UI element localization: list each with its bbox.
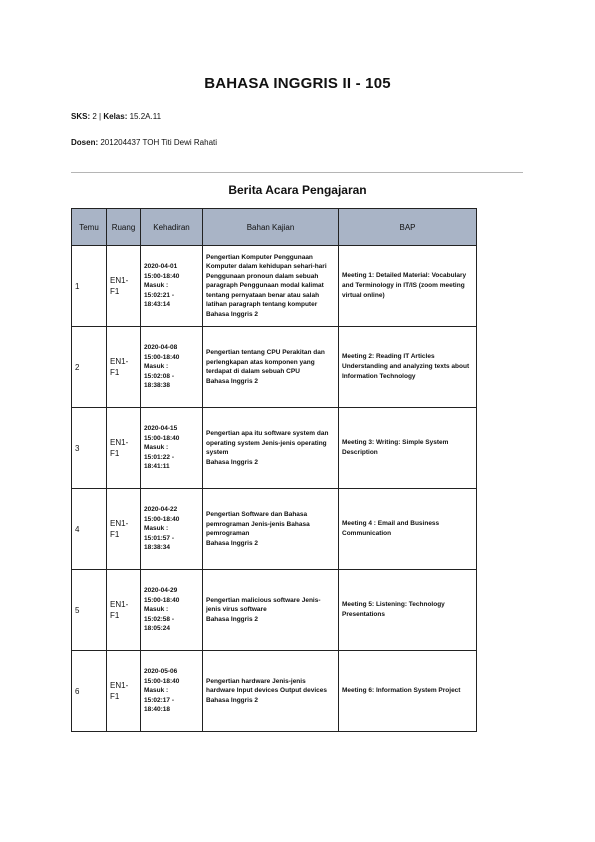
material-line: Pengertian tentang CPU Perakitan dan perlengkapan atas komponen yang terdapat di dalam sebuah CPU [206, 349, 325, 375]
material-line: Pengertian Software dan Bahasa pemrograman Jenis-jenis Bahasa pemrograman [206, 511, 310, 537]
section-title: Berita Acara Pengajaran [228, 183, 367, 197]
attendance-cell [141, 246, 203, 327]
room-cell: EN1-F1 [107, 489, 141, 570]
attendance-cell [141, 489, 203, 570]
attendance-line: 18:38:34 [144, 544, 171, 552]
material-line: Pengertian hardware Jenis-jenis hardware Input devices Output devices [206, 677, 328, 695]
attendance-line: 15:02:21 - [144, 291, 174, 299]
attendance-cell [141, 327, 203, 408]
attendance-line: Masuk : [144, 606, 169, 614]
header-bap: BAP [339, 209, 477, 246]
attendance-line: Masuk : [144, 525, 169, 533]
lecturer-line [71, 138, 217, 147]
room-cell: EN1-F1 [107, 246, 141, 327]
header-kehadiran: Kehadiran [141, 209, 203, 246]
material-line: Bahasa Inggris 2 [206, 310, 259, 318]
lecturer-label: Dosen: [71, 138, 99, 147]
separator: | [99, 112, 102, 121]
material-cell [203, 246, 339, 327]
teaching-report-table [71, 208, 477, 732]
meeting-number: 2 [72, 327, 107, 408]
sks-label: SKS: [71, 112, 91, 121]
attendance-line: 15:00-18:40 [144, 272, 180, 280]
class-value: 15.2A.11 [129, 112, 162, 121]
attendance-line: 15:01:57 - [144, 534, 174, 542]
meeting-number: 5 [72, 570, 107, 651]
attendance-cell [141, 651, 203, 732]
attendance-line: 15:02:17 - [144, 696, 174, 704]
bap-cell: Meeting 3: Writing: Simple System Description [339, 408, 477, 489]
material-line: Bahasa Inggris 2 [206, 696, 259, 704]
bap-cell: Meeting 6: Information System Project [339, 651, 477, 732]
attendance-line: Masuk : [144, 363, 169, 371]
room-cell: EN1-F1 [107, 651, 141, 732]
attendance-line: 2020-04-15 [144, 425, 178, 433]
attendance-line: 2020-04-29 [144, 587, 178, 595]
table-row [72, 651, 477, 732]
attendance-line: 15:02:08 - [144, 372, 174, 380]
attendance-line: 15:00-18:40 [144, 434, 180, 442]
attendance-line: 15:00-18:40 [144, 596, 180, 604]
attendance-line: 15:01:22 - [144, 453, 174, 461]
material-cell [203, 408, 339, 489]
header-bahan-kajian: Bahan Kajian [203, 209, 339, 246]
attendance-line: 18:05:24 [144, 625, 171, 633]
table-row [72, 570, 477, 651]
material-line: Bahasa Inggris 2 [206, 539, 259, 547]
meeting-number: 1 [72, 246, 107, 327]
bap-cell: Meeting 2: Reading IT Articles Understanding and analyzing texts about Information Technology [339, 327, 477, 408]
material-line: Bahasa Inggris 2 [206, 615, 259, 623]
material-line: Bahasa Inggris 2 [206, 458, 259, 466]
bap-cell: Meeting 5: Listening: Technology Presentations [339, 570, 477, 651]
material-cell [203, 327, 339, 408]
attendance-line: 18:38:38 [144, 382, 171, 390]
table-row [72, 408, 477, 489]
material-line: Bahasa Inggris 2 [206, 377, 259, 385]
header-temu: Temu [72, 209, 107, 246]
attendance-line: 15:00-18:40 [144, 515, 180, 523]
attendance-line: 2020-04-08 [144, 344, 178, 352]
lecturer-value: 201204437 TOH Titi Dewi Rahati [100, 138, 218, 147]
sks-value: 2 [92, 112, 97, 121]
course-info-line [71, 112, 161, 121]
bap-cell: Meeting 1: Detailed Material: Vocabulary and Terminology in IT/IS (zoom meeting virtual online) [339, 246, 477, 327]
meeting-number: 6 [72, 651, 107, 732]
attendance-line: 15:00-18:40 [144, 353, 180, 361]
attendance-line: 2020-04-01 [144, 263, 178, 271]
attendance-line: 18:41:11 [144, 463, 170, 471]
bap-cell: Meeting 4 : Email and Business Communication [339, 489, 477, 570]
attendance-line: 2020-04-22 [144, 506, 178, 514]
attendance-line: Masuk : [144, 282, 169, 290]
attendance-cell [141, 570, 203, 651]
table-row [72, 489, 477, 570]
class-label: Kelas: [103, 112, 128, 121]
divider [71, 172, 523, 173]
room-cell: EN1-F1 [107, 408, 141, 489]
attendance-line: Masuk : [144, 444, 169, 452]
room-cell: EN1-F1 [107, 570, 141, 651]
table-row [72, 246, 477, 327]
table-row [72, 327, 477, 408]
table-header-row [72, 209, 477, 246]
attendance-cell [141, 408, 203, 489]
attendance-line: 15:00-18:40 [144, 677, 180, 685]
material-cell [203, 570, 339, 651]
material-cell [203, 651, 339, 732]
material-cell [203, 489, 339, 570]
room-cell: EN1-F1 [107, 327, 141, 408]
attendance-line: Masuk : [144, 687, 169, 695]
material-line: Pengertian apa itu software system dan operating system Jenis-jenis operating system [206, 430, 329, 456]
attendance-line: 18:40:18 [144, 706, 171, 714]
header-ruang: Ruang [107, 209, 141, 246]
meeting-number: 4 [72, 489, 107, 570]
attendance-line: 2020-05-06 [144, 668, 178, 676]
meeting-number: 3 [72, 408, 107, 489]
material-line: Pengertian malicious software Jenis-jenis virus software [206, 596, 321, 614]
material-line: Pengertian Komputer Penggunaan Komputer dalam kehidupan sehari-hari Penggunaan pronoun dalam sebuah paragraph Penggunaan modal kalimat tentang pernyataan benar atau salah latihan paragraph tentang komputer [206, 253, 327, 309]
attendance-line: 18:43:14 [144, 301, 171, 309]
page-title: BAHASA INGGRIS II - 105 [204, 75, 391, 92]
attendance-line: 15:02:58 - [144, 615, 174, 623]
